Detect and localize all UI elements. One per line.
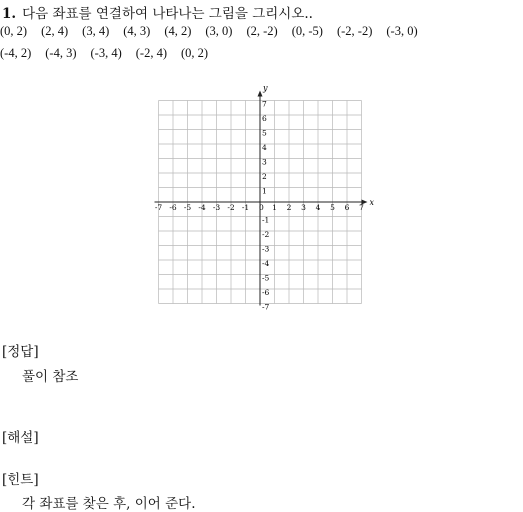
y-axis-arrow-icon [258,91,263,97]
x-tick-label: -6 [169,203,177,212]
y-tick-label: 3 [262,157,267,167]
x-tick-label: 4 [315,203,321,212]
coordinate-pair: (-3, 4) [90,46,122,60]
y-tick-label: -4 [262,259,270,268]
y-tick-label: 2 [262,172,267,181]
x-tick-label: -3 [212,203,221,212]
x-tick-label: -4 [198,203,206,212]
coordinate-pair: (-2, -2) [336,24,373,38]
x-axis-label: x [369,198,375,207]
y-tick-label: -6 [262,288,270,297]
x-tick-label: -2 [227,203,235,212]
x-tick-label: 6 [344,203,350,212]
y-tick-label: 4 [262,143,267,152]
question-line [2,2,313,22]
y-tick-label: -5 [262,273,270,283]
y-tick-label: -2 [262,230,270,239]
coordinate-pair: (2, -2) [246,24,278,38]
coordinate-pair: (-4, 3) [45,46,77,60]
x-tick-label: 1 [272,203,277,212]
coordinate-pair: (0, 2) [181,46,209,60]
x-tick-label: -7 [154,203,163,212]
answer-label: [정답] [2,344,39,360]
coordinate-pair: (3, 0) [205,24,233,38]
coordinate-grid [150,86,382,314]
y-tick-label: 6 [262,114,267,123]
x-tick-label: -1 [241,203,250,212]
coordinate-plane [150,86,382,310]
y-tick-label: 1 [262,186,267,196]
coordinate-pair: (-4, 2) [0,46,32,60]
x-tick-label: 5 [330,203,335,212]
coordinate-list-row-1 [0,24,432,39]
coordinate-list-row-2 [0,46,222,61]
coordinate-pair: (-2, 4) [135,46,167,60]
coordinate-pair: (-3, 0) [386,24,418,38]
hint-label: [힌트] [2,472,39,488]
coordinate-pair: (4, 3) [123,24,151,38]
y-tick-label: -1 [262,215,270,225]
x-tick-label: -5 [183,203,192,212]
coordinate-pair: (3, 4) [82,24,110,38]
y-tick-label: 7 [262,99,267,109]
explanation-label: [해설] [2,430,39,446]
y-tick-label: -7 [262,302,270,310]
hint-body: 각 좌표를 찾은 후, 이어 준다. [22,496,196,512]
coordinate-pair: (0, -5) [291,24,323,38]
y-tick-label: 5 [262,128,267,138]
coordinate-pair: (4, 2) [164,24,192,38]
question-text: 다음 좌표를 연결하여 나타나는 그림을 그리시오.. [22,6,313,22]
y-tick-label: -3 [262,244,270,254]
x-tick-label: 2 [286,203,292,212]
coordinate-pair: (0, 2) [0,24,28,38]
question-number: 1. [2,6,17,22]
answer-body: 풀이 참조 [22,369,79,385]
origin-label: 0 [259,203,264,212]
y-axis-label: y [263,86,268,93]
x-tick-label: 7 [359,203,364,212]
x-tick-label: 3 [301,203,306,212]
coordinate-pair: (2, 4) [41,24,69,38]
